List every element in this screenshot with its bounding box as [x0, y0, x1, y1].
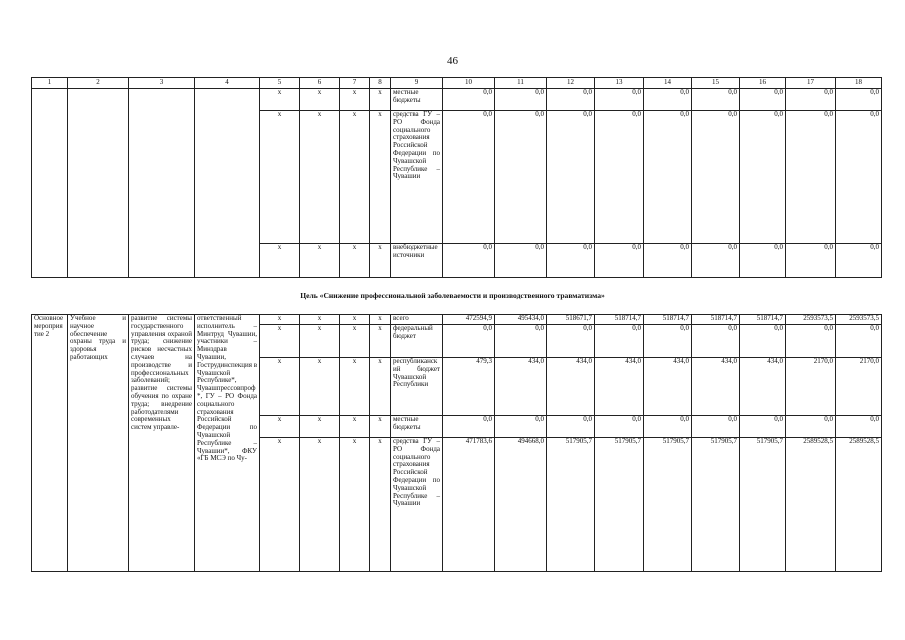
value-cell: 0,0: [495, 244, 547, 278]
value-cell: 0,0: [740, 416, 786, 438]
value-cell: 0,0: [644, 325, 692, 358]
value-cell: 517905,7: [740, 438, 786, 572]
value-cell: 0,0: [443, 89, 495, 111]
value-cell: 0,0: [547, 244, 595, 278]
value-cell: 0,0: [786, 325, 836, 358]
value-cell: 479,3: [443, 358, 495, 416]
funding-source-cell: средства ГУ – РО Фонда социального страхования Российской Федерации по Чувашской Республике – Чувашии: [391, 111, 443, 244]
value-cell: 2589528,5: [786, 438, 836, 572]
value-cell: 2589528,5: [836, 438, 882, 572]
value-cell: 518714,7: [595, 315, 644, 325]
measure-name-cell: Учебное и научное обеспечение охраны труда и здоровья работающих: [68, 315, 129, 572]
column-number: 15: [692, 78, 740, 89]
value-cell: 518714,7: [740, 315, 786, 325]
value-cell: 0,0: [595, 111, 644, 244]
column-number: 11: [495, 78, 547, 89]
value-cell: 0,0: [836, 111, 882, 244]
column-number: 17: [786, 78, 836, 89]
mark-cell: x: [260, 358, 300, 416]
value-cell: 434,0: [644, 358, 692, 416]
funding-source-cell: средства ГУ – РО Фонда социального страхования Российской Федерации по Чувашской Республике – Чувашии: [391, 438, 443, 572]
value-cell: 0,0: [547, 416, 595, 438]
value-cell: 0,0: [443, 416, 495, 438]
value-cell: 0,0: [786, 244, 836, 278]
value-cell: 0,0: [595, 244, 644, 278]
empty-cell: [68, 89, 129, 278]
column-number: 12: [547, 78, 595, 89]
value-cell: 0,0: [547, 325, 595, 358]
value-cell: 434,0: [495, 358, 547, 416]
mark-cell: x: [370, 244, 391, 278]
measure-type-cell: Основное мероприятие 2: [32, 315, 68, 572]
column-number: 13: [595, 78, 644, 89]
funding-source-cell: всего: [391, 315, 443, 325]
value-cell: 472594,9: [443, 315, 495, 325]
value-cell: 0,0: [692, 244, 740, 278]
mark-cell: x: [260, 315, 300, 325]
mark-cell: x: [260, 89, 300, 111]
value-cell: 0,0: [547, 89, 595, 111]
column-number: 9: [391, 78, 443, 89]
value-cell: 0,0: [836, 89, 882, 111]
value-cell: 434,0: [595, 358, 644, 416]
value-cell: 0,0: [495, 89, 547, 111]
column-number: 8: [370, 78, 391, 89]
column-number: 6: [300, 78, 340, 89]
funding-source-cell: внебюджетные источники: [391, 244, 443, 278]
value-cell: 0,0: [644, 89, 692, 111]
column-number: 4: [195, 78, 260, 89]
mark-cell: x: [370, 325, 391, 358]
mark-cell: x: [370, 416, 391, 438]
value-cell: 0,0: [595, 325, 644, 358]
column-number: 7: [340, 78, 370, 89]
mark-cell: x: [260, 244, 300, 278]
value-cell: 495434,0: [495, 315, 547, 325]
mark-cell: x: [370, 358, 391, 416]
empty-cell: [129, 89, 195, 278]
value-cell: 0,0: [644, 244, 692, 278]
value-cell: 434,0: [547, 358, 595, 416]
mark-cell: x: [370, 89, 391, 111]
value-cell: 0,0: [547, 111, 595, 244]
value-cell: 0,0: [786, 416, 836, 438]
mark-cell: x: [300, 438, 340, 572]
value-cell: 0,0: [740, 325, 786, 358]
value-cell: 0,0: [740, 89, 786, 111]
mark-cell: x: [370, 438, 391, 572]
column-number: 18: [836, 78, 882, 89]
value-cell: 0,0: [595, 416, 644, 438]
table-row: [32, 89, 882, 111]
mark-cell: x: [340, 325, 370, 358]
value-cell: 0,0: [692, 111, 740, 244]
value-cell: 517905,7: [644, 438, 692, 572]
value-cell: 518671,7: [547, 315, 595, 325]
value-cell: 0,0: [786, 89, 836, 111]
value-cell: 2170,0: [836, 358, 882, 416]
value-cell: 517905,7: [547, 438, 595, 572]
value-cell: 0,0: [836, 325, 882, 358]
mark-cell: x: [340, 244, 370, 278]
mark-cell: x: [300, 325, 340, 358]
column-number: 16: [740, 78, 786, 89]
value-cell: 0,0: [740, 111, 786, 244]
value-cell: 0,0: [644, 416, 692, 438]
value-cell: 434,0: [692, 358, 740, 416]
mark-cell: x: [340, 315, 370, 325]
value-cell: 0,0: [786, 111, 836, 244]
value-cell: 0,0: [836, 244, 882, 278]
value-cell: 0,0: [443, 325, 495, 358]
empty-cell: [32, 89, 68, 278]
value-cell: 0,0: [595, 89, 644, 111]
mark-cell: x: [300, 89, 340, 111]
value-cell: 0,0: [495, 111, 547, 244]
value-cell: 517905,7: [692, 438, 740, 572]
value-cell: 0,0: [443, 111, 495, 244]
value-cell: 0,0: [495, 416, 547, 438]
mark-cell: x: [300, 358, 340, 416]
table-row: [32, 315, 882, 325]
mark-cell: x: [300, 244, 340, 278]
column-number: 2: [68, 78, 129, 89]
value-cell: 0,0: [740, 244, 786, 278]
value-cell: 0,0: [692, 89, 740, 111]
value-cell: 0,0: [443, 244, 495, 278]
value-cell: 0,0: [836, 416, 882, 438]
funding-source-cell: местные бюджеты: [391, 89, 443, 111]
value-cell: 471783,6: [443, 438, 495, 572]
column-number: 10: [443, 78, 495, 89]
funding-table-measure-2: [31, 314, 882, 572]
column-number: 3: [129, 78, 195, 89]
mark-cell: x: [370, 111, 391, 244]
value-cell: 434,0: [740, 358, 786, 416]
mark-cell: x: [340, 111, 370, 244]
value-cell: 0,0: [644, 111, 692, 244]
value-cell: 2593573,5: [786, 315, 836, 325]
measure-executor-cell: ответственный исполнитель – Минтруд Чувашии, участники – Минздрав Чувашии, Гострудинспекция в Чувашской Республике*, Чувашпрессовпроф*, ГУ – РО Фонда социального страхования Российской Федерации по Чувашской Республике – Чувашии*, ФКУ «ГБ МСЭ по Чу-: [195, 315, 260, 572]
mark-cell: x: [260, 325, 300, 358]
funding-source-cell: республиканский бюджет Чувашской Республики: [391, 358, 443, 416]
value-cell: 0,0: [692, 325, 740, 358]
mark-cell: x: [370, 315, 391, 325]
value-cell: 518714,7: [644, 315, 692, 325]
page-number: 46: [447, 55, 458, 67]
mark-cell: x: [300, 111, 340, 244]
value-cell: 518714,7: [692, 315, 740, 325]
value-cell: 2170,0: [786, 358, 836, 416]
column-number: 5: [260, 78, 300, 89]
empty-cell: [195, 89, 260, 278]
goal-title: Цель «Снижение профессиональной заболеваемости и производственного травматизма»: [300, 291, 605, 300]
funding-source-cell: федеральный бюджет: [391, 325, 443, 358]
mark-cell: x: [340, 416, 370, 438]
value-cell: 494668,0: [495, 438, 547, 572]
header-row: [32, 78, 882, 89]
mark-cell: x: [260, 111, 300, 244]
column-number: 14: [644, 78, 692, 89]
value-cell: 2593573,5: [836, 315, 882, 325]
mark-cell: x: [300, 416, 340, 438]
funding-table-continued: [31, 77, 882, 278]
mark-cell: x: [260, 416, 300, 438]
value-cell: 0,0: [692, 416, 740, 438]
funding-source-cell: местные бюджеты: [391, 416, 443, 438]
mark-cell: x: [340, 89, 370, 111]
measure-tasks-cell: развитие системы государственного управления охраной труда; снижение рисков несчастных случаев на производстве и профессиональных заболеваний; развитие системы обучения по охране труда; внедрение работодателями современных систем управле-: [129, 315, 195, 572]
mark-cell: x: [340, 438, 370, 572]
mark-cell: x: [260, 438, 300, 572]
value-cell: 0,0: [495, 325, 547, 358]
value-cell: 517905,7: [595, 438, 644, 572]
mark-cell: x: [300, 315, 340, 325]
column-number: 1: [32, 78, 68, 89]
mark-cell: x: [340, 358, 370, 416]
